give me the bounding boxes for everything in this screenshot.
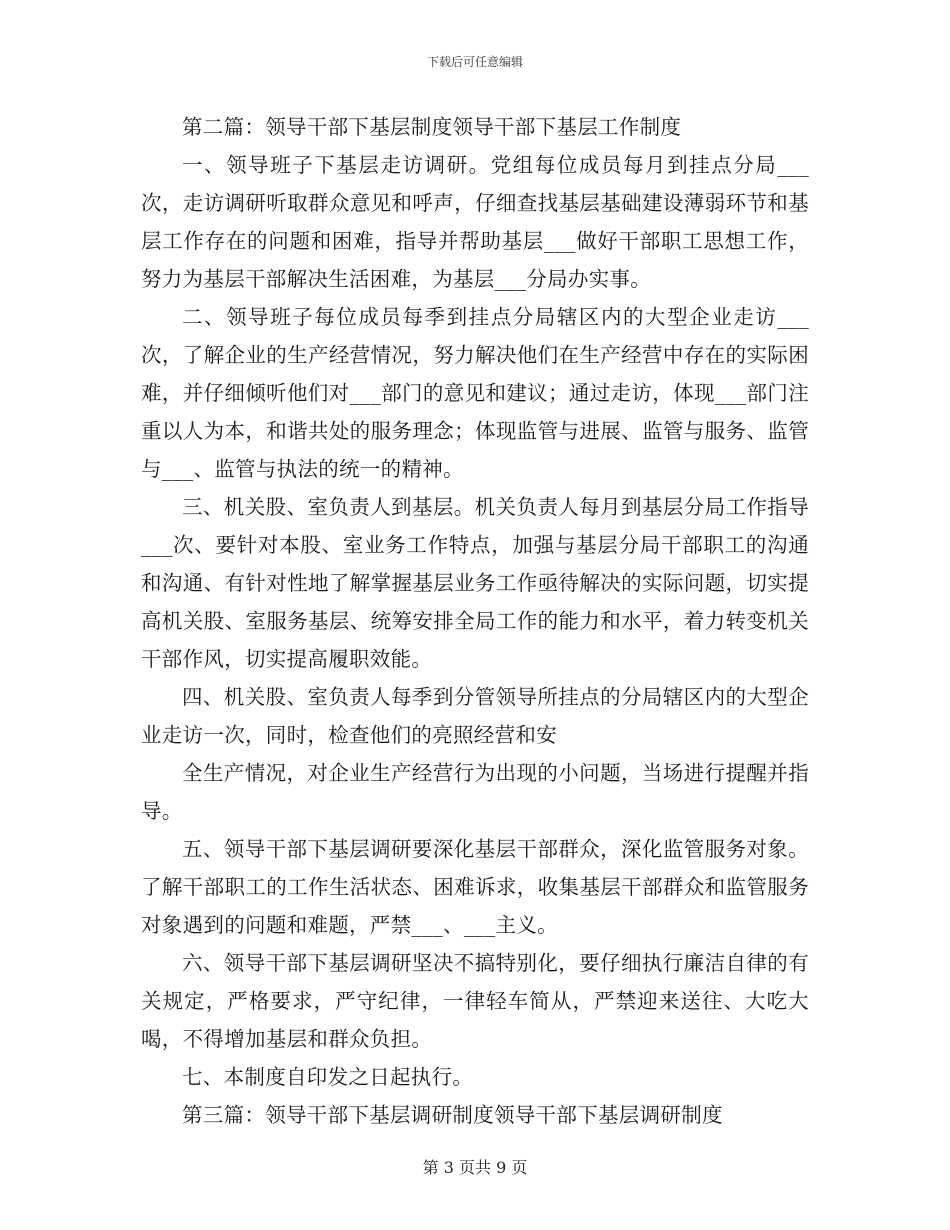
document-body [141,108,809,1134]
paragraph-item-1: 一、领导班子下基层走访调研。党组每位成员每月到挂点分局___次，走访调研听取群众意见和呼声，仔细查找基层基础建设薄弱环节和基层工作存在的问题和困难，指导并帮助基层___做好干部职工思想工作，努力为基层干部解决生活困难，为基层___分局办实事。 [141,153,809,291]
paragraph-item-4: 四、机关股、室负责人每季到分管领导所挂点的分局辖区内的大型企业走访一次，同时，检查他们的亮照经营和安 [141,685,809,747]
paragraph-item-2: 二、领导班子每位成员每季到挂点分局辖区内的大型企业走访___次，了解企业的生产经营情况，努力解决他们在生产经营中存在的实际困难，并仔细倾听他们对___部门的意见和建议；通过走访，体现___部门注重以人为本，和谐共处的服务理念；体现监管与进展、监管与服务、监管与___、监管与执法的统一的精神。 [141,305,809,481]
paragraph-item-7: 七、本制度自印发之日起执行。 [182,1065,474,1089]
header-note: 下载后可任意编辑 [426,55,523,69]
paragraph-item-5: 五、领导干部下基层调研要深化基层干部群众，深化监管服务对象。了解干部职工的工作生活状态、困难诉求，收集基层干部群众和监管服务对象遇到的问题和难题，严禁___、___主义。 [141,837,809,937]
section-title-part2: 第二篇：领导干部下基层制度领导干部下基层工作制度 [182,115,682,139]
section-title-part3: 第三篇：领导干部下基层调研制度领导干部下基层调研制度 [182,1103,723,1127]
paragraph-item-6: 六、领导干部下基层调研坚决不搞特别化，要仔细执行廉洁自律的有关规定，严格要求，严守纪律，一律轻车简从，严禁迎来送往、大吃大喝，不得增加基层和群众负担。 [141,951,809,1051]
paragraph-item-4-continued: 全生产情况，对企业生产经营行为出现的小问题，当场进行提醒并指导。 [141,761,809,823]
paragraph-item-3: 三、机关股、室负责人到基层。机关负责人每月到基层分局工作指导___次、要针对本股、室业务工作特点，加强与基层分局干部职工的沟通和沟通、有针对性地了解掌握基层业务工作亟待解决的实际问题，切实提高机关股、室服务基层、统筹安排全局工作的能力和水平，着力转变机关干部作风，切实提高履职效能。 [141,495,809,671]
page-number: 第 3 页共 9 页 [422,1158,528,1177]
